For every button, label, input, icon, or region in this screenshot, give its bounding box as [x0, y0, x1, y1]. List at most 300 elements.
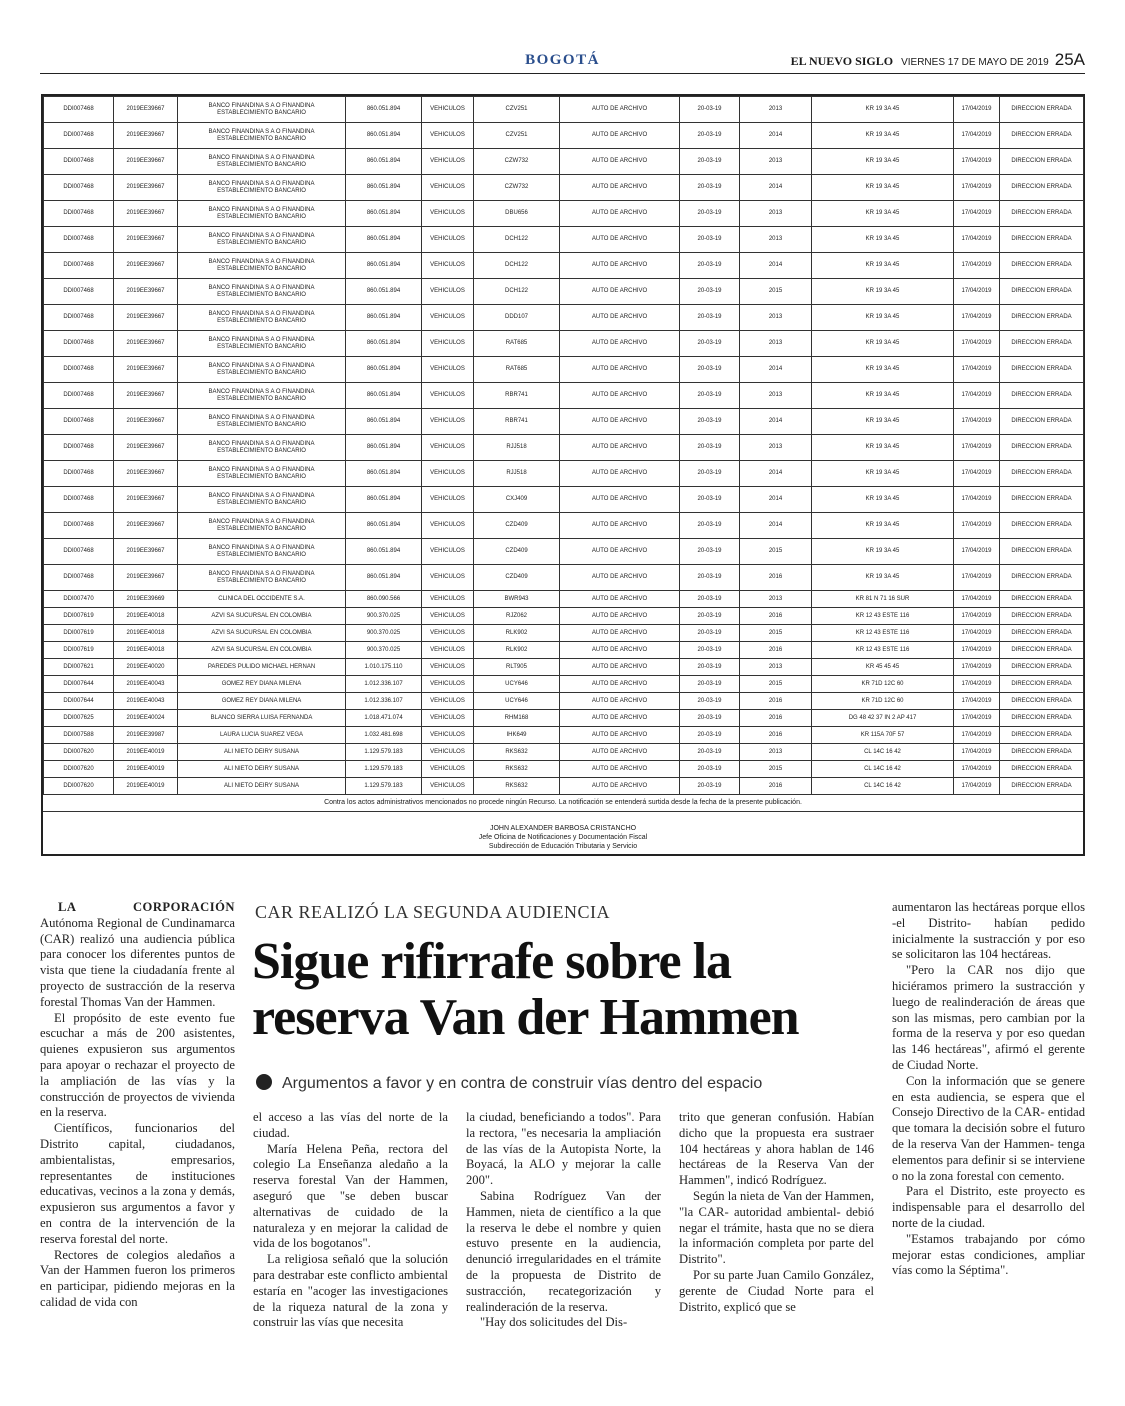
table-cell: DIRECCION ERRADA — [1000, 409, 1084, 435]
table-cell: 900.370.025 — [346, 642, 422, 659]
table-cell: KR 12 43 ESTE 116 — [812, 642, 954, 659]
table-cell: DDI007468 — [44, 175, 114, 201]
table-cell: 2019EE39667 — [114, 357, 178, 383]
table-cell: 2016 — [740, 727, 812, 744]
header-rule — [40, 73, 1085, 74]
table-cell: 900.370.025 — [346, 625, 422, 642]
table-cell: DDI007468 — [44, 461, 114, 487]
table-cell: 17/04/2019 — [954, 565, 1000, 591]
table-cell: 17/04/2019 — [954, 761, 1000, 778]
table-cell: 860.051.894 — [346, 279, 422, 305]
table-cell: KR 19 3A 45 — [812, 461, 954, 487]
table-cell: 2019EE40019 — [114, 744, 178, 761]
table-cell: 17/04/2019 — [954, 435, 1000, 461]
table-cell: KR 81 N 71 16 SUR — [812, 591, 954, 608]
table-row — [44, 227, 1084, 253]
table-row — [44, 676, 1084, 693]
table-cell: AUTO DE ARCHIVO — [560, 591, 680, 608]
table-cell: CLINICA DEL OCCIDENTE S.A. — [178, 591, 346, 608]
table-cell: KR 19 3A 45 — [812, 97, 954, 123]
headline-line: Sigue rifirrafe sobre la — [252, 933, 732, 990]
table-cell: 2019EE39667 — [114, 253, 178, 279]
table-cell: DIRECCION ERRADA — [1000, 676, 1084, 693]
table-cell: 20-03-19 — [680, 383, 740, 409]
notice-footnote: Contra los actos administrativos mencionados no procede ningún Recurso. La notificación se entenderá surtida desde la fecha de la presente publicación. — [43, 795, 1083, 812]
table-cell: DIRECCION ERRADA — [1000, 357, 1084, 383]
table-cell: 20-03-19 — [680, 201, 740, 227]
table-cell: DCH122 — [474, 253, 560, 279]
table-cell: AZVI SA SUCURSAL EN COLOMBIA — [178, 642, 346, 659]
table-cell: VEHICULOS — [422, 710, 474, 727]
table-cell: KR 19 3A 45 — [812, 409, 954, 435]
table-cell: RHM168 — [474, 710, 560, 727]
table-cell: 2013 — [740, 227, 812, 253]
article-column-2 — [253, 1110, 448, 1331]
table-cell: PAREDES PULIDO MICHAEL HERNAN — [178, 659, 346, 676]
table-cell: 860.051.894 — [346, 253, 422, 279]
table-cell: RJJ518 — [474, 461, 560, 487]
table-cell: 20-03-19 — [680, 227, 740, 253]
issue-date: VIERNES 17 DE MAYO DE 2019 — [901, 57, 1049, 68]
paragraph: Con la información que se genere en esta audiencia, se espera que el Consejo Directivo de la CAR- entidad que tomara la decisión sobre el futuro de la reserva Van der Hammen- tenga elementos para definir si se interviene o no la zona forestal con cemento. — [892, 1073, 1085, 1183]
paragraph: Por su parte Juan Camilo González, gerente de Ciudad Norte para el Distrito, explicó que se — [679, 1267, 874, 1314]
table-cell: 17/04/2019 — [954, 513, 1000, 539]
table-cell: RKS632 — [474, 761, 560, 778]
table-cell: 2013 — [740, 591, 812, 608]
page-number: 25A — [1054, 50, 1085, 69]
table-cell: 860.051.894 — [346, 331, 422, 357]
table-cell: 2015 — [740, 676, 812, 693]
table-cell: KR 45 45 45 — [812, 659, 954, 676]
table-row — [44, 279, 1084, 305]
table-cell: 2019EE39667 — [114, 175, 178, 201]
table-cell: DDI007620 — [44, 778, 114, 795]
table-cell: DDI007619 — [44, 625, 114, 642]
table-cell: AUTO DE ARCHIVO — [560, 305, 680, 331]
table-cell: KR 19 3A 45 — [812, 357, 954, 383]
table-cell: BANCO FINANDINA S A O FINANDINA ESTABLECIMIENTO BANCARIO — [178, 175, 346, 201]
table-cell: DDI007468 — [44, 123, 114, 149]
table-cell: DIRECCION ERRADA — [1000, 383, 1084, 409]
table-row — [44, 565, 1084, 591]
table-row — [44, 513, 1084, 539]
table-cell: 2019EE39667 — [114, 565, 178, 591]
table-cell: LAURA LUCIA SUAREZ VEGA — [178, 727, 346, 744]
table-row — [44, 487, 1084, 513]
table-cell: 2019EE40024 — [114, 710, 178, 727]
table-row — [44, 608, 1084, 625]
table-cell: DDI007468 — [44, 409, 114, 435]
table-cell: 17/04/2019 — [954, 744, 1000, 761]
table-cell: 17/04/2019 — [954, 693, 1000, 710]
table-cell: 860.051.894 — [346, 227, 422, 253]
table-cell: DCH122 — [474, 227, 560, 253]
table-cell: DIRECCION ERRADA — [1000, 625, 1084, 642]
table-cell: 20-03-19 — [680, 253, 740, 279]
masthead — [791, 50, 1085, 70]
table-cell: KR 19 3A 45 — [812, 253, 954, 279]
table-cell: VEHICULOS — [422, 487, 474, 513]
table-cell: BANCO FINANDINA S A O FINANDINA ESTABLECIMIENTO BANCARIO — [178, 201, 346, 227]
table-cell: DIRECCION ERRADA — [1000, 149, 1084, 175]
headline-line: reserva Van der Hammen — [252, 989, 799, 1046]
table-cell: AUTO DE ARCHIVO — [560, 253, 680, 279]
table-cell: 2013 — [740, 435, 812, 461]
table-cell: 1.012.336.107 — [346, 693, 422, 710]
table-row — [44, 625, 1084, 642]
table-cell: DDD107 — [474, 305, 560, 331]
paragraph: trito que generan confusión. Habían dicho que la propuesta era sustraer 104 hectáreas y ahora hablan de 146 hectáreas de la Reserva Van der Hammen", indicó Rodríguez. — [679, 1110, 874, 1188]
table-cell: 2014 — [740, 487, 812, 513]
table-cell: DDI007620 — [44, 761, 114, 778]
table-cell: AZVI SA SUCURSAL EN COLOMBIA — [178, 625, 346, 642]
table-cell: 17/04/2019 — [954, 279, 1000, 305]
table-cell: AUTO DE ARCHIVO — [560, 676, 680, 693]
table-cell: BANCO FINANDINA S A O FINANDINA ESTABLECIMIENTO BANCARIO — [178, 357, 346, 383]
table-cell: DDI007468 — [44, 149, 114, 175]
table-cell: VEHICULOS — [422, 676, 474, 693]
table-cell: VEHICULOS — [422, 565, 474, 591]
table-cell: 17/04/2019 — [954, 659, 1000, 676]
table-cell: 860.051.894 — [346, 305, 422, 331]
table-cell: VEHICULOS — [422, 744, 474, 761]
table-cell: AUTO DE ARCHIVO — [560, 487, 680, 513]
table-cell: DIRECCION ERRADA — [1000, 123, 1084, 149]
table-row — [44, 97, 1084, 123]
table-cell: DDI007468 — [44, 97, 114, 123]
table-cell: 17/04/2019 — [954, 357, 1000, 383]
table-cell: 20-03-19 — [680, 591, 740, 608]
table-row — [44, 778, 1084, 795]
table-cell: 2019EE40018 — [114, 608, 178, 625]
table-cell: CZD409 — [474, 565, 560, 591]
table-cell: 2019EE39669 — [114, 591, 178, 608]
table-cell: 2019EE39667 — [114, 331, 178, 357]
table-cell: 1.129.579.183 — [346, 761, 422, 778]
table-cell: KR 71D 12C 60 — [812, 676, 954, 693]
table-row — [44, 149, 1084, 175]
table-cell: DDI007468 — [44, 201, 114, 227]
table-cell: 17/04/2019 — [954, 642, 1000, 659]
table-cell: 20-03-19 — [680, 710, 740, 727]
table-cell: 2013 — [740, 383, 812, 409]
table-cell: VEHICULOS — [422, 201, 474, 227]
table-cell: AUTO DE ARCHIVO — [560, 642, 680, 659]
table-cell: 20-03-19 — [680, 625, 740, 642]
table-cell: 17/04/2019 — [954, 175, 1000, 201]
table-cell: DIRECCION ERRADA — [1000, 97, 1084, 123]
table-cell: DDI007620 — [44, 744, 114, 761]
table-cell: VEHICULOS — [422, 761, 474, 778]
table-cell: DIRECCION ERRADA — [1000, 305, 1084, 331]
table-cell: 20-03-19 — [680, 778, 740, 795]
table-cell: 20-03-19 — [680, 539, 740, 565]
table-cell: IHK649 — [474, 727, 560, 744]
table-cell: 1.010.175.110 — [346, 659, 422, 676]
table-cell: 860.051.894 — [346, 175, 422, 201]
table-cell: DIRECCION ERRADA — [1000, 331, 1084, 357]
table-cell: DDI007468 — [44, 565, 114, 591]
table-cell: KR 12 43 ESTE 116 — [812, 608, 954, 625]
table-cell: BANCO FINANDINA S A O FINANDINA ESTABLECIMIENTO BANCARIO — [178, 513, 346, 539]
paragraph: Sabina Rodríguez Van der Hammen, nieta de científico a la que la reserva le debe el nombre y quien estuvo presente en la audiencia, denunció irregularidades en el trámite de la propuesta de Distrito de sustracción, recategorización y realinderación de la reserva. — [466, 1188, 661, 1314]
table-row — [44, 693, 1084, 710]
table-cell: 20-03-19 — [680, 409, 740, 435]
table-cell: DIRECCION ERRADA — [1000, 487, 1084, 513]
table-cell: 20-03-19 — [680, 435, 740, 461]
table-cell: VEHICULOS — [422, 591, 474, 608]
article-column-5 — [892, 900, 1085, 1279]
table-row — [44, 727, 1084, 744]
table-cell: AUTO DE ARCHIVO — [560, 608, 680, 625]
table-cell: CZW732 — [474, 149, 560, 175]
table-cell: KR 19 3A 45 — [812, 149, 954, 175]
table-cell: DIRECCION ERRADA — [1000, 693, 1084, 710]
table-cell: 20-03-19 — [680, 659, 740, 676]
table-row — [44, 642, 1084, 659]
table-cell: CZV251 — [474, 123, 560, 149]
table-cell: 2019EE40043 — [114, 676, 178, 693]
table-cell: 860.051.894 — [346, 461, 422, 487]
table-row — [44, 383, 1084, 409]
table-cell: DBU656 — [474, 201, 560, 227]
table-cell: KR 12 43 ESTE 116 — [812, 625, 954, 642]
table-cell: 2016 — [740, 693, 812, 710]
section-name: BOGOTÁ — [525, 52, 600, 68]
table-cell: 860.051.894 — [346, 149, 422, 175]
table-cell: VEHICULOS — [422, 608, 474, 625]
table-cell: 17/04/2019 — [954, 97, 1000, 123]
table-cell: VEHICULOS — [422, 727, 474, 744]
table-cell: 2013 — [740, 305, 812, 331]
table-cell: DIRECCION ERRADA — [1000, 565, 1084, 591]
table-cell: 2019EE39667 — [114, 279, 178, 305]
table-cell: 20-03-19 — [680, 149, 740, 175]
table-cell: 20-03-19 — [680, 608, 740, 625]
table-row — [44, 253, 1084, 279]
table-cell: BANCO FINANDINA S A O FINANDINA ESTABLECIMIENTO BANCARIO — [178, 383, 346, 409]
paragraph: Científicos, funcionarios del Distrito capital, ciudadanos, ambientalistas, empresarios, representantes de instituciones educativas, vecinos a la zona y demás, expusieron sus argumentos a favor y en contra de la intervención de la reserva forestal del norte. — [40, 1121, 235, 1246]
table-cell: VEHICULOS — [422, 331, 474, 357]
table-cell: DDI007619 — [44, 608, 114, 625]
paragraph: Para el Distrito, este proyecto es indispensable para el desarrollo del norte de la ciudad. — [892, 1184, 1085, 1230]
table-cell: 2019EE39667 — [114, 201, 178, 227]
table-cell: RAT685 — [474, 331, 560, 357]
table-cell: 1.018.471.074 — [346, 710, 422, 727]
table-cell: 17/04/2019 — [954, 487, 1000, 513]
table-cell: 1.129.579.183 — [346, 778, 422, 795]
table-cell: 2013 — [740, 744, 812, 761]
paragraph: el acceso a las vías del norte de la ciudad. — [253, 1110, 448, 1140]
table-cell: 2019EE40019 — [114, 778, 178, 795]
table-row — [44, 461, 1084, 487]
table-cell: BLANCO SIERRA LUISA FERNANDA — [178, 710, 346, 727]
table-cell: BANCO FINANDINA S A O FINANDINA ESTABLECIMIENTO BANCARIO — [178, 487, 346, 513]
table-cell: 17/04/2019 — [954, 591, 1000, 608]
table-cell: 2016 — [740, 642, 812, 659]
table-cell: 17/04/2019 — [954, 710, 1000, 727]
table-cell: 17/04/2019 — [954, 676, 1000, 693]
table-cell: DDI007468 — [44, 357, 114, 383]
table-cell: DIRECCION ERRADA — [1000, 591, 1084, 608]
table-cell: 20-03-19 — [680, 642, 740, 659]
table-cell: 2015 — [740, 625, 812, 642]
table-cell: 2014 — [740, 357, 812, 383]
table-cell: 2013 — [740, 97, 812, 123]
table-cell: DIRECCION ERRADA — [1000, 659, 1084, 676]
table-cell: 2019EE39667 — [114, 149, 178, 175]
table-cell: 2016 — [740, 608, 812, 625]
table-cell: VEHICULOS — [422, 279, 474, 305]
table-cell: BANCO FINANDINA S A O FINANDINA ESTABLECIMIENTO BANCARIO — [178, 97, 346, 123]
table-cell: 2019EE40043 — [114, 693, 178, 710]
article-kicker: CAR REALIZÓ LA SEGUNDA AUDIENCIA — [255, 902, 610, 922]
table-cell: 20-03-19 — [680, 727, 740, 744]
table-cell: DIRECCION ERRADA — [1000, 435, 1084, 461]
table-row — [44, 409, 1084, 435]
table-cell: 2016 — [740, 565, 812, 591]
table-cell: DDI007468 — [44, 305, 114, 331]
table-cell: 17/04/2019 — [954, 539, 1000, 565]
table-cell: RKS632 — [474, 778, 560, 795]
table-cell: VEHICULOS — [422, 97, 474, 123]
table-cell: 20-03-19 — [680, 513, 740, 539]
table-cell: 2019EE39667 — [114, 461, 178, 487]
table-cell: 2013 — [740, 149, 812, 175]
table-cell: 2019EE39667 — [114, 97, 178, 123]
table-cell: 2019EE39667 — [114, 513, 178, 539]
table-cell: 2013 — [740, 331, 812, 357]
table-cell: 2016 — [740, 710, 812, 727]
table-cell: AUTO DE ARCHIVO — [560, 461, 680, 487]
table-cell: UCY646 — [474, 676, 560, 693]
table-cell: AUTO DE ARCHIVO — [560, 123, 680, 149]
table-cell: 20-03-19 — [680, 331, 740, 357]
table-cell: VEHICULOS — [422, 383, 474, 409]
table-cell: 2014 — [740, 253, 812, 279]
table-cell: CZV251 — [474, 97, 560, 123]
summary-text: Argumentos a favor y en contra de construir vías dentro del espacio — [282, 1075, 763, 1092]
table-cell: VEHICULOS — [422, 227, 474, 253]
table-cell: 17/04/2019 — [954, 383, 1000, 409]
table-cell: RJZ062 — [474, 608, 560, 625]
table-cell: UCY646 — [474, 693, 560, 710]
signer-office: Subdirección de Educación Tributaria y Servicio — [488, 843, 638, 850]
table-cell: BANCO FINANDINA S A O FINANDINA ESTABLECIMIENTO BANCARIO — [178, 253, 346, 279]
table-cell: AUTO DE ARCHIVO — [560, 539, 680, 565]
table-cell: AUTO DE ARCHIVO — [560, 227, 680, 253]
table-cell: 860.051.894 — [346, 565, 422, 591]
table-cell: RAT685 — [474, 357, 560, 383]
table-cell: DIRECCION ERRADA — [1000, 513, 1084, 539]
table-cell: 860.090.566 — [346, 591, 422, 608]
table-cell: 20-03-19 — [680, 487, 740, 513]
table-cell: 20-03-19 — [680, 761, 740, 778]
table-cell: CL 14C 16 42 — [812, 744, 954, 761]
table-cell: BANCO FINANDINA S A O FINANDINA ESTABLECIMIENTO BANCARIO — [178, 305, 346, 331]
table-cell: VEHICULOS — [422, 357, 474, 383]
table-cell: 2019EE39667 — [114, 539, 178, 565]
table-cell: DDI007468 — [44, 383, 114, 409]
table-cell: BANCO FINANDINA S A O FINANDINA ESTABLECIMIENTO BANCARIO — [178, 435, 346, 461]
paragraph: Según la nieta de Van der Hammen, "la CAR- autoridad ambiental- debió negar el trámite, hasta que no se diera la información completa por parte del Distrito". — [679, 1188, 874, 1267]
notice-signature — [43, 812, 1083, 851]
table-row — [44, 357, 1084, 383]
table-cell: VEHICULOS — [422, 539, 474, 565]
table-cell: DDI007588 — [44, 727, 114, 744]
table-cell: DIRECCION ERRADA — [1000, 778, 1084, 795]
article-summary — [256, 1074, 866, 1093]
table-cell: 17/04/2019 — [954, 727, 1000, 744]
table-cell: 2019EE40018 — [114, 642, 178, 659]
table-cell: KR 115A 70F 57 — [812, 727, 954, 744]
table-cell: 2019EE39667 — [114, 435, 178, 461]
table-cell: VEHICULOS — [422, 642, 474, 659]
table-cell: VEHICULOS — [422, 253, 474, 279]
table-cell: DIRECCION ERRADA — [1000, 253, 1084, 279]
table-cell: 2015 — [740, 279, 812, 305]
table-cell: DDI007470 — [44, 591, 114, 608]
paragraph: "Hay dos solicitudes del Dis- — [480, 1315, 628, 1330]
table-cell: KR 19 3A 45 — [812, 513, 954, 539]
table-cell: 20-03-19 — [680, 279, 740, 305]
table-cell: KR 19 3A 45 — [812, 279, 954, 305]
table-cell: DIRECCION ERRADA — [1000, 744, 1084, 761]
table-cell: 2016 — [740, 778, 812, 795]
signer-name: JOHN ALEXANDER BARBOSA CRISTANCHO — [489, 825, 637, 832]
table-cell: GOMEZ REY DIANA MILENA — [178, 693, 346, 710]
table-cell: AUTO DE ARCHIVO — [560, 409, 680, 435]
table-cell: AUTO DE ARCHIVO — [560, 513, 680, 539]
table-cell: DIRECCION ERRADA — [1000, 279, 1084, 305]
table-cell: 2013 — [740, 201, 812, 227]
legal-notice — [41, 94, 1085, 856]
table-cell: DIRECCION ERRADA — [1000, 710, 1084, 727]
table-cell: DG 48 42 37 IN 2 AP 417 — [812, 710, 954, 727]
bullet-icon — [256, 1074, 272, 1090]
table-cell: AUTO DE ARCHIVO — [560, 693, 680, 710]
table-cell: CZD409 — [474, 539, 560, 565]
table-cell: AUTO DE ARCHIVO — [560, 383, 680, 409]
table-cell: 2014 — [740, 409, 812, 435]
table-cell: AUTO DE ARCHIVO — [560, 279, 680, 305]
table-cell: RLK902 — [474, 625, 560, 642]
table-cell: 860.051.894 — [346, 539, 422, 565]
lead-in: LA CORPORACIÓN — [58, 900, 235, 914]
table-cell: VEHICULOS — [422, 461, 474, 487]
table-row — [44, 539, 1084, 565]
paragraph: "Pero la CAR nos dijo que hiciéramos primero la sustracción y luego de realinderación de áreas que son las mismas, pero cambian por la forma de la reserva y por eso quedan las 146 hectáreas", afirmó el gerente de Ciudad Norte. — [892, 963, 1085, 1072]
table-cell: DIRECCION ERRADA — [1000, 461, 1084, 487]
table-cell: 860.051.894 — [346, 435, 422, 461]
table-cell: 860.051.894 — [346, 201, 422, 227]
table-cell: 2015 — [740, 761, 812, 778]
table-cell: DDI007468 — [44, 513, 114, 539]
table-cell: RLK902 — [474, 642, 560, 659]
table-cell: RBR741 — [474, 409, 560, 435]
table-cell: AUTO DE ARCHIVO — [560, 435, 680, 461]
table-cell: AZVI SA SUCURSAL EN COLOMBIA — [178, 608, 346, 625]
table-cell: KR 19 3A 45 — [812, 123, 954, 149]
table-cell: KR 19 3A 45 — [812, 331, 954, 357]
table-row — [44, 744, 1084, 761]
table-cell: 20-03-19 — [680, 676, 740, 693]
table-cell: 17/04/2019 — [954, 123, 1000, 149]
table-cell: KR 19 3A 45 — [812, 227, 954, 253]
table-cell: 17/04/2019 — [954, 625, 1000, 642]
paragraph: la ciudad, beneficiando a todos". Para la rectora, "es necesaria la ampliación de las vías de la Autopista Norte, la Boyacá, la ALO y mejorar la calle 200". — [466, 1110, 661, 1188]
table-cell: KR 19 3A 45 — [812, 305, 954, 331]
